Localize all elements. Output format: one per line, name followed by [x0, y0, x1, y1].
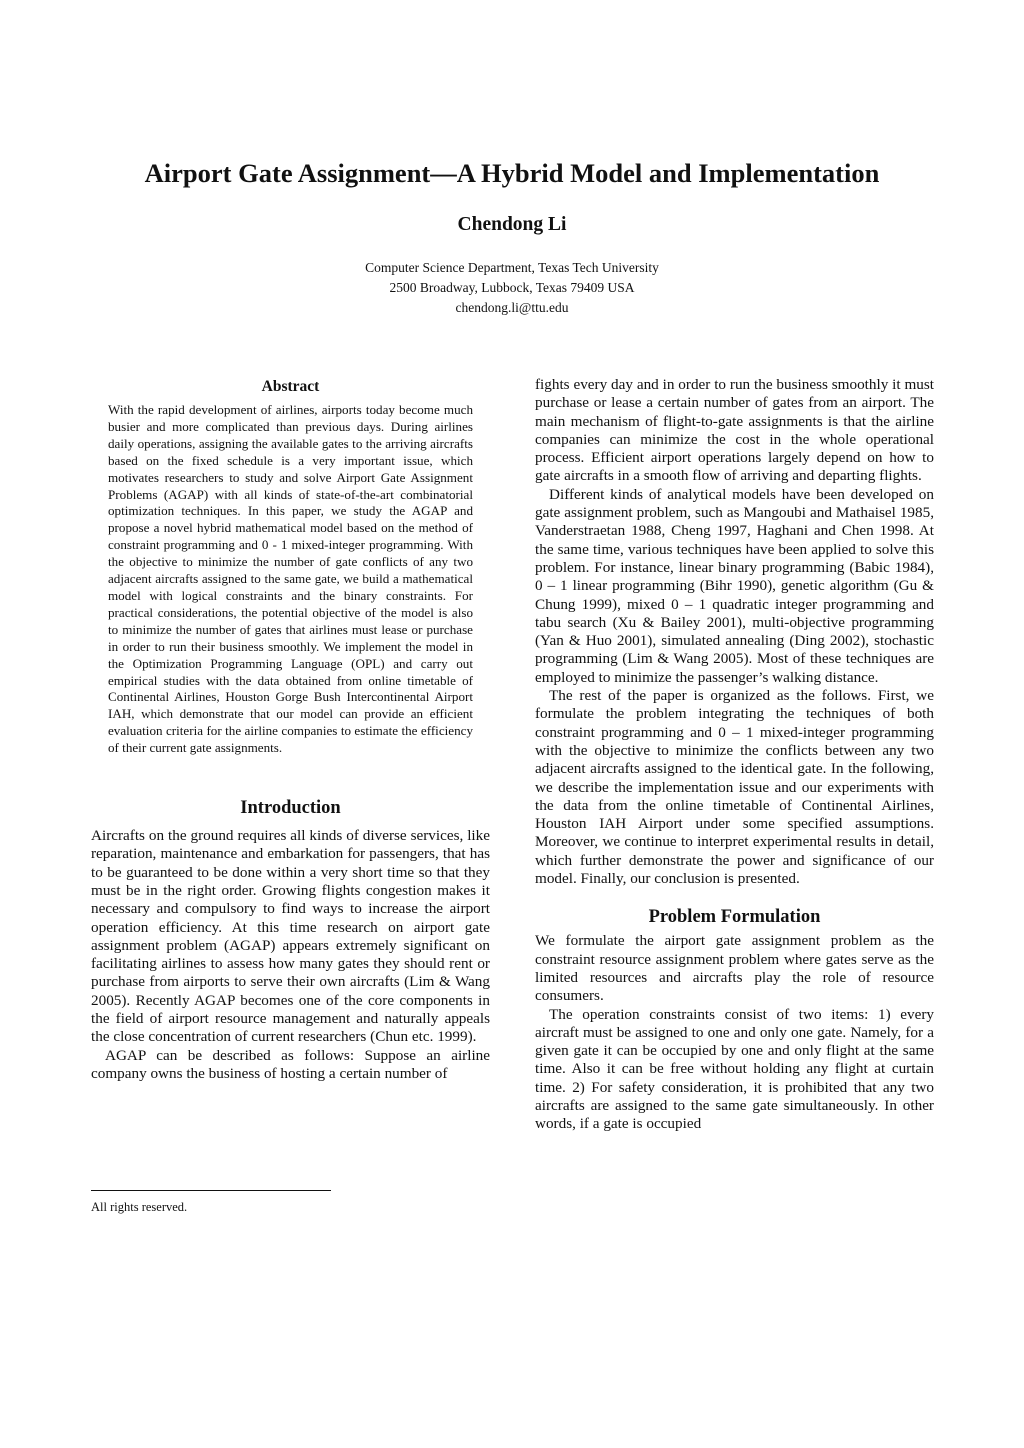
abstract-text: With the rapid development of airlines, airports today become much busier and more complicated than previous days. During airlines daily operations, assigning the available gates to the arriving aircrafts based on the fixed schedule is a very important issue, which motivates researchers to study and solve Airport Gate Assignment Problems (AGAP) with all kinds of state-of-the-art combinatorial optimization techniques. In this paper, we study the AGAP and propose a novel hybrid mathematical model based on the method of constraint programming and 0 - 1 mixed-integer programming. With the objective to minimize the number of gate conflicts of any two adjacent aircrafts assigned to the same gate, we build a mathematical model with logical constraints and the binary constraints. For practical considerations, the potential objective of the model is also to minimize the number of gates that airlines must lease or purchase in order to run their business smoothly. We implement the model in the Optimization Programming Language (OPL) and carry out empirical studies with the data obtained from online timetable of Continental Airlines, Houston Gorge Bush Intercontinental Airport IAH, which demonstrate that our model can provide an efficient evaluation criteria for the airline companies to estimate the efficiency of their current gate assignments. [108, 402, 473, 756]
affiliation-address: 2500 Broadway, Lubbock, Texas 79409 USA [389, 280, 635, 295]
problem-formulation-paragraph-2: The operation constraints consist of two items: 1) every aircraft must be assigned to one and only one gate. Namely, for a given gate it can be occupied by one and only flight at the same time. Also it can be free without holding any flight at curtain time. 2) For safety consideration, it is prohibited that any two aircrafts are assigned to the same gate simultaneously. In other words, if a gate is occupied [535, 1005, 934, 1133]
introduction-paragraph-4: The rest of the paper is organized as the follows. First, we formulate the problem integrating the techniques of both constraint programming and 0 – 1 mixed-integer programming with the objective to minimize the conflicts between any two adjacent aircrafts assigned to the identical gate. In the following, we describe the implementation issue and our experiments with the data from the online timetable of Continental Airlines, Houston IAH Airport under some specified assumptions. Moreover, we continue to interpret experimental results in detail, which further demonstrate the power and significance of our model. Finally, our conclusion is presented. [535, 687, 934, 888]
paper-title: Airport Gate Assignment—A Hybrid Model and Implementation [144, 158, 880, 188]
author-name: Chendong Li [457, 214, 567, 235]
footnote-divider [91, 1190, 331, 1191]
left-column [91, 376, 490, 1083]
introduction-paragraph-1: Aircrafts on the ground requires all kinds of diverse services, like reparation, maintenance and embarkation for passengers, that has to be guaranteed to be done within a very short time so that they must be in the right order. Growing flights congestion makes it necessary and compulsory to find ways to increase the airport operation efficiency. At this time research on airport gate assignment problem (AGAP) appears extremely significant on facilitating airlines to assess how many gates they should rent or purchase from airports to serve their own aircrafts (Lim & Wang 2005). Recently AGAP becomes one of the core components in the field of airport resource management and naturally appeals the close concentration of current researchers (Chun etc. 1999). [91, 827, 490, 1046]
author-email: chendong.li@ttu.edu [455, 300, 569, 315]
introduction-heading: Introduction [240, 798, 341, 819]
author-affiliation [0, 258, 1024, 318]
introduction-paragraph-2: AGAP can be described as follows: Suppose an airline company owns the business of hosting a certain number of [91, 1046, 490, 1082]
problem-formulation-heading: Problem Formulation [648, 907, 821, 928]
introduction-paragraph-3: Different kinds of analytical models have been developed on gate assignment problem, such as Mangoubi and Mathaisel 1985, Vanderstraetan 1988, Cheng 1997, Haghani and Chen 1998. At the same time, various techniques have been applied to solve this problem. For instance, linear binary programming (Babic 1984), 0 – 1 linear programming (Bihr 1990), genetic algorithm (Gu & Chung 1999), mixed 0 – 1 quadratic integer programming and tabu search (Xu & Bailey 2001), multi-objective programming (Yan & Huo 2001), simulated annealing (Ding 2002), stochastic programming (Lim & Wang 2005). Most of these techniques are employed to minimize the passenger’s walking distance. [535, 485, 934, 686]
abstract-section [108, 376, 473, 757]
footnote-text: All rights reserved. [91, 1200, 188, 1214]
problem-formulation-paragraph-1: We formulate the airport gate assignment problem as the constraint resource assignment problem where gates serve as the limited resources and aircrafts play the role of resource consumers. [535, 932, 934, 1005]
affiliation-department: Computer Science Department, Texas Tech University [365, 260, 659, 275]
abstract-heading: Abstract [261, 378, 320, 395]
introduction-paragraph-2-continued: fights every day and in order to run the business smoothly it must purchase or lease a certain number of gates from an airport. The main mechanism of flight-to-gate assignments is that the airline companies can minimize the cost in the whole operational process. Efficient airport operations largely depend on how to gate aircrafts in a smooth flow of arriving and departing flights. [535, 376, 934, 485]
right-column [535, 376, 934, 1134]
